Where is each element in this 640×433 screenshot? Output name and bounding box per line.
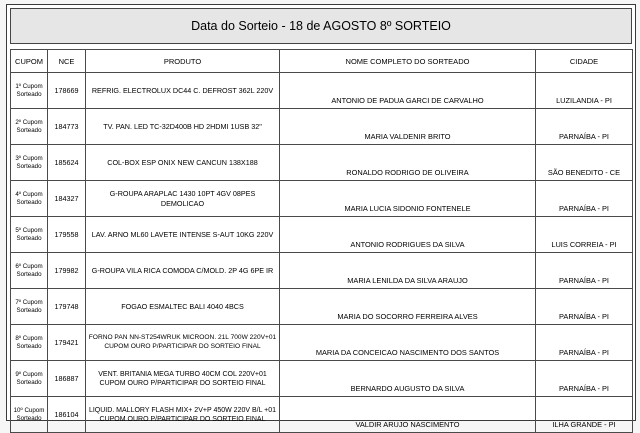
header-cidade: CIDADE <box>536 50 633 73</box>
header-row <box>11 50 633 73</box>
header-cupom: CUPOM <box>11 50 48 73</box>
header-nome: NOME COMPLETO DO SORTEADO <box>280 50 536 73</box>
cidade-cell: PARNAÍBA - PI <box>536 109 633 145</box>
cupom-cell: 4º Cupom Sorteado <box>11 181 48 217</box>
table-row <box>11 109 633 145</box>
winners-table <box>10 49 633 433</box>
nce-cell: 179421 <box>48 325 86 361</box>
nome-cell: RONALDO RODRIGO DE OLIVEIRA <box>280 145 536 181</box>
produto-cell: REFRIG. ELECTROLUX DC44 C. DEFROST 362L 220V <box>86 73 280 109</box>
cidade-cell: PARNAÍBA - PI <box>536 181 633 217</box>
nce-cell: 178669 <box>48 73 86 109</box>
cupom-cell: 1º Cupom Sorteado <box>11 73 48 109</box>
cidade-cell: PARNAÍBA - PI <box>536 361 633 397</box>
produto-cell: COL-BOX ESP ONIX NEW CANCUN 138X188 <box>86 145 280 181</box>
table-row <box>11 145 633 181</box>
cupom-cell: 2º Cupom Sorteado <box>11 109 48 145</box>
cidade-cell: PARNAÍBA - PI <box>536 325 633 361</box>
nce-cell: 184773 <box>48 109 86 145</box>
nce-cell: 185624 <box>48 145 86 181</box>
table-row <box>11 73 633 109</box>
nome-cell: BERNARDO AUGUSTO DA SILVA <box>280 361 536 397</box>
table-row <box>11 181 633 217</box>
cidade-cell: PARNAÍBA - PI <box>536 289 633 325</box>
cidade-cell: LUIS CORREIA - PI <box>536 217 633 253</box>
spreadsheet <box>6 4 636 429</box>
produto-cell: VENT. BRITANIA MEGA TURBO 40CM COL 220V+01 CUPOM OURO P/PARTICIPAR DO SORTEIO FINAL <box>86 361 280 397</box>
produto-cell: G-ROUPA ARAPLAC 1430 10PT 4GV 08PES DEMOLICAO <box>86 181 280 217</box>
table-row <box>11 325 633 361</box>
nce-cell: 186887 <box>48 361 86 397</box>
cupom-cell: 9º Cupom Sorteado <box>11 361 48 397</box>
produto-cell: LAV. ARNO ML60 LAVETE INTENSE S-AUT 10KG 220V <box>86 217 280 253</box>
produto-cell: G-ROUPA VILA RICA COMODA C/MOLD. 2P 4G 6PE IR <box>86 253 280 289</box>
cupom-cell: 6º Cupom Sorteado <box>11 253 48 289</box>
nce-cell: 179982 <box>48 253 86 289</box>
header-nce: NCE <box>48 50 86 73</box>
cupom-cell: 5º Cupom Sorteado <box>11 217 48 253</box>
cidade-cell: PARNAÍBA - PI <box>536 253 633 289</box>
table-row <box>11 253 633 289</box>
produto-cell: FORNO PAN NN-ST254WRUK MICROON. 21L 700W 220V+01 CUPOM OURO P/PARTICIPAR DO SORTEIO FINAL <box>86 325 280 361</box>
nome-cell: VALDIR ARUJO NASCIMENTO <box>280 397 536 433</box>
nce-cell: 186104 <box>48 397 86 433</box>
produto-cell: FOGAO ESMALTEC BALI 4040 4BCS <box>86 289 280 325</box>
nome-cell: MARIA DO SOCORRO FERREIRA ALVES <box>280 289 536 325</box>
table-row <box>11 217 633 253</box>
nome-cell: MARIA LENILDA DA SILVA ARAUJO <box>280 253 536 289</box>
nome-cell: MARIA VALDENIR BRITO <box>280 109 536 145</box>
produto-cell: TV. PAN. LED TC-32D400B HD 2HDMI 1USB 32" <box>86 109 280 145</box>
table-row <box>11 289 633 325</box>
nome-cell: MARIA LUCIA SIDONIO FONTENELE <box>280 181 536 217</box>
cidade-cell: SÃO BENEDITO - CE <box>536 145 633 181</box>
cidade-cell: LUZILANDIA - PI <box>536 73 633 109</box>
nce-cell: 184327 <box>48 181 86 217</box>
nome-cell: ANTONIO DE PADUA GARCI DE CARVALHO <box>280 73 536 109</box>
nce-cell: 179748 <box>48 289 86 325</box>
nce-cell: 179558 <box>48 217 86 253</box>
produto-cell: LIQUID. MALLORY FLASH MIX+ 2V+P 450W 220V B/L +01 CUPOM OURO P/PARTICIPAR DO SORTEIO FINAL <box>86 397 280 433</box>
nome-cell: MARIA DA CONCEICAO NASCIMENTO DOS SANTOS <box>280 325 536 361</box>
cupom-cell: 3º Cupom Sorteado <box>11 145 48 181</box>
cupom-cell: 7º Cupom Sorteado <box>11 289 48 325</box>
cidade-cell: ILHA GRANDE - PI <box>536 397 633 433</box>
cupom-cell: 8º Cupom Sorteado <box>11 325 48 361</box>
cupom-cell: 10º Cupom Sorteado <box>11 397 48 433</box>
header-produto: PRODUTO <box>86 50 280 73</box>
page-title: Data do Sorteio - 18 de AGOSTO 8º SORTEIO <box>10 8 632 44</box>
nome-cell: ANTONIO RODRIGUES DA SILVA <box>280 217 536 253</box>
table-row <box>11 361 633 397</box>
table-row <box>11 397 633 433</box>
